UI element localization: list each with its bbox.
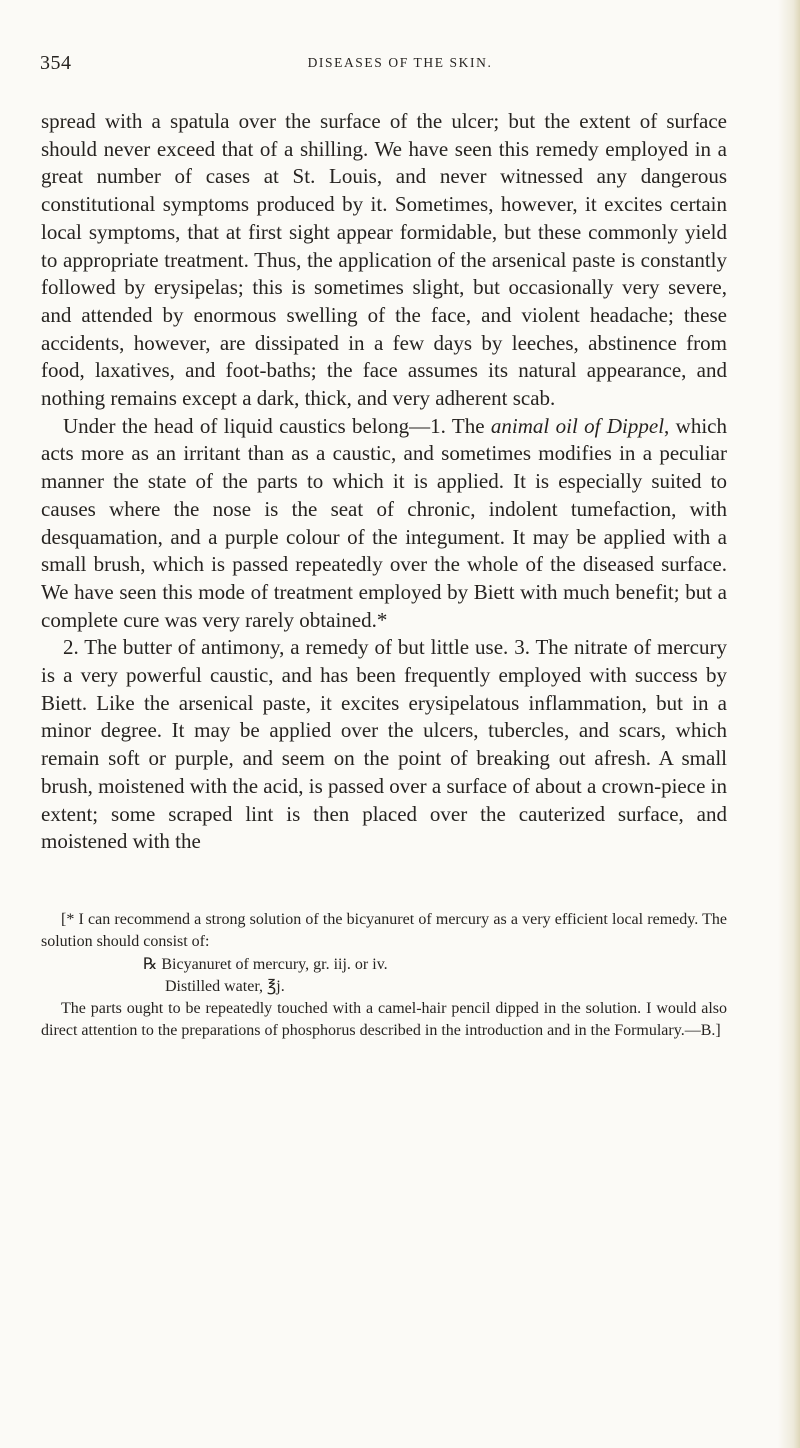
paragraph-antimony-mercury: 2. The butter of antimony, a remedy of but little use. 3. The nitrate of mercury is a very powerful caustic, and has been frequently employed with success by Biett. Like the arsenical paste, it excites erysipelatous inflammation, but in a minor degree. It may be applied over the ulcers, tubercles, and scars, which remain soft or purple, and seem on the point of breaking out afresh. A small brush, moistened with the acid, is passed over a surface of about a crown-piece in extent; some scraped lint is then placed over the cauterized surface, and moistened with the — [41, 635, 727, 854]
footnote — [41, 909, 727, 1043]
paragraph-liquid-caustics — [41, 413, 727, 635]
animal-oil-of-dippel: animal oil of Dippel — [490, 413, 665, 438]
paragraph-liquid-caustics-start: Under the head of liquid caustics belong—1. The — [63, 413, 491, 438]
body-text — [41, 108, 727, 856]
footnote-conclusion: The parts ought to be repeatedly touched with a camel-hair pencil dipped in the solution. I would also direct attention to the preparations of phosphorus described in the introduction and in the Formulary.—B.] — [41, 1000, 727, 1040]
page-header — [40, 52, 740, 82]
paragraph-arsenical-paste: spread with a spatula over the surface of the ulcer; but the extent of surface should never exceed that of a shilling. We have seen this remedy employed in a great number of cases at St. Louis, and never witnessed any dangerous constitutional symptoms produced by it. Sometimes, however, it excites certain local symptoms, that at first sight appear formidable, but these commonly yield to appropriate treatment. Thus, the application of the arsenical paste is constantly followed by erysipelas; this is sometimes slight, but occasionally very severe, and attended by enormous swelling of the face, and violent headache; these accidents, however, are dissipated in a few days by leeches, abstinence from food, laxatives, and foot-baths; the face assumes its natural appearance, and nothing remains except a dark, thick, and very adherent scab. — [41, 109, 727, 411]
running-head: DISEASES OF THE SKIN. — [307, 55, 493, 70]
page-number: 354 — [40, 52, 72, 74]
footnote-intro: [* I can recommend a strong solution of the bicyanuret of mercury as a very efficient local remedy. The solution should consist of: — [41, 911, 727, 951]
page-edge-shadow — [778, 0, 800, 1448]
footnote-prescription-line-2: Distilled water, ℥j. — [165, 977, 285, 995]
paragraph-liquid-caustics-rest: , which acts more as an irritant than as a caustic, and sometimes modifies in a peculiar manner the state of the parts to which it is applied. It is especially suited to causes where the nose is the seat of chronic, indolent tumefaction, with desquamation, and a purple colour of the integument. It may be applied with a small brush, which is passed repeatedly over the whole of the diseased surface. We have seen this mode of treatment employed by Biett with much benefit; but a complete cure was very rarely obtained.* — [41, 413, 727, 632]
footnote-prescription-line-1: ℞ Bicyanuret of mercury, gr. iij. or iv. — [143, 955, 388, 973]
